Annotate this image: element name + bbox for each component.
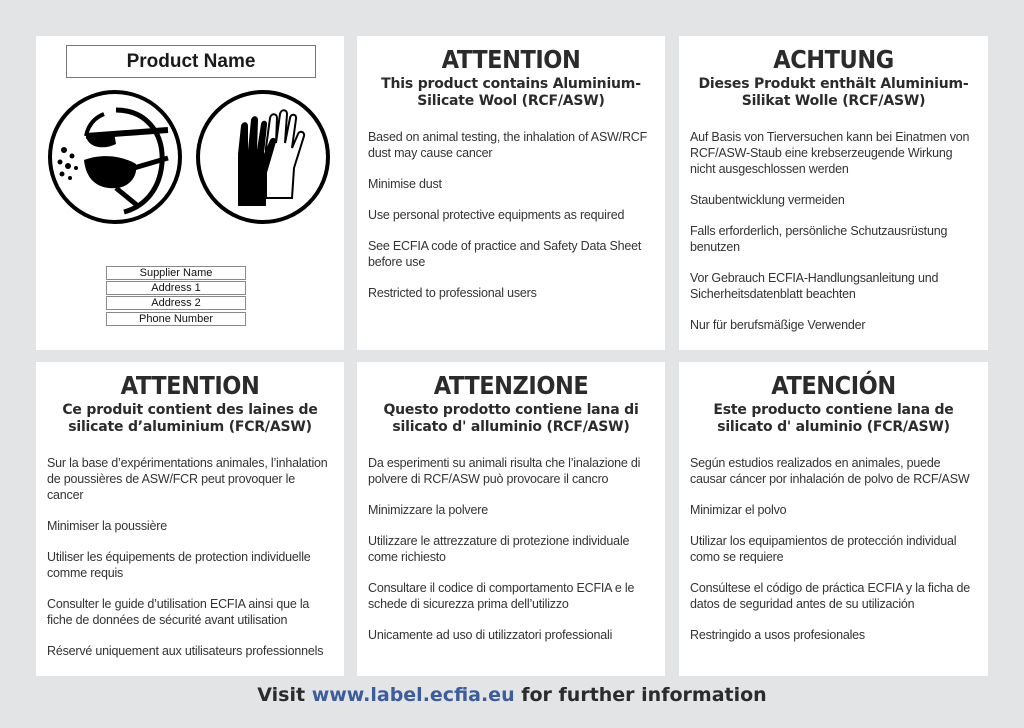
warning-item: Utilizar los equipamientos de protección individual como se requiere: [690, 534, 957, 564]
warning-item: Use personal protective equipments as required: [368, 208, 625, 222]
warning-item: Consultare il codice di comportamento ECFIA e le schede di sicurezza prima dell’utilizzo: [368, 581, 635, 611]
warning-item: Minimizzare la polvere: [368, 503, 488, 517]
warning-subtitle: Dieses Produkt enthält Aluminium-Silikat Wolle (RCF/ASW): [698, 76, 969, 109]
warning-title: ATTENTION: [120, 371, 260, 400]
address-1-box: Address 1: [106, 281, 246, 295]
footer-prefix: Visit: [257, 684, 312, 706]
supplier-name-box: Supplier Name: [106, 266, 246, 280]
warning-subtitle: Ce produit contient des laines de silicate d’aluminium (FCR/ASW): [62, 402, 318, 435]
warning-item: Utiliser les équipements de protection individuelle comme requis: [47, 550, 311, 580]
warning-item: Minimizar el polvo: [690, 503, 787, 517]
product-card: [36, 36, 344, 350]
address-2-box: Address 2: [106, 296, 246, 310]
warning-item: See ECFIA code of practice and Safety Data Sheet before use: [368, 239, 642, 269]
warning-item: Réservé uniquement aux utilisateurs professionnels: [47, 644, 324, 658]
protective-gloves-icon: [194, 88, 332, 226]
footer-suffix: for further information: [514, 684, 767, 706]
phone-number-box: Phone Number: [106, 312, 246, 326]
product-name-box: Product Name: [66, 45, 316, 78]
warning-card-italian: [357, 362, 665, 676]
warning-item: Sur la base d’expérimentations animales, l’inhalation de poussières de ASW/FCR peut provoquer le cancer: [47, 456, 328, 502]
warning-item: Consulter le guide d’utilisation ECFIA ainsi que la fiche de données de sécurité avant utilisation: [47, 597, 310, 627]
warning-card-spanish: [679, 362, 988, 676]
warning-item: Da esperimenti su animali risulta che l’inalazione di polvere di RCF/ASW può provocare il cancro: [368, 456, 641, 486]
warning-item: Restricted to professional users: [368, 286, 537, 300]
warning-item: Restringido a usos profesionales: [690, 628, 865, 642]
warning-title: ATENCIÓN: [771, 371, 896, 400]
warning-item: Minimiser la poussière: [47, 519, 167, 533]
respirator-mask-icon: [46, 88, 184, 226]
warning-subtitle: Questo prodotto contiene lana di silicato d' alluminio (RCF/ASW): [383, 402, 639, 435]
footer-url-link[interactable]: www.label.ecfia.eu: [311, 684, 515, 706]
warning-card-german: [679, 36, 988, 350]
warning-item: Falls erforderlich, persönliche Schutzausrüstung benutzen: [690, 224, 948, 254]
warning-card-french: [36, 362, 344, 676]
warning-item: Vor Gebrauch ECFIA-Handlungsanleitung und Sicherheitsdatenblatt beachten: [690, 271, 939, 301]
warning-item: Consúltese el código de práctica ECFIA y la ficha de datos de seguridad antes de su utilización: [690, 581, 971, 611]
warning-card-english: [357, 36, 665, 350]
warning-subtitle: Este producto contiene lana de silicato d' aluminio (FCR/ASW): [713, 402, 954, 435]
warning-item: Minimise dust: [368, 177, 442, 191]
warning-item: Nur für berufsmäßige Verwender: [690, 318, 866, 332]
warning-item: Utilizzare le attrezzature di protezione individuale come richiesto: [368, 534, 630, 564]
footer-visit-text: [0, 684, 1024, 706]
warning-item: Based on animal testing, the inhalation of ASW/RCF dust may cause cancer: [368, 130, 648, 160]
warning-item: Staubentwicklung vermeiden: [690, 193, 845, 207]
warning-title: ATTENTION: [441, 45, 581, 74]
warning-item: Unicamente ad uso di utilizzatori professionali: [368, 628, 613, 642]
warning-title: ATTENZIONE: [433, 371, 589, 400]
warning-item: Según estudios realizados en animales, puede causar cáncer por inhalación de polvo de RCF/ASW: [690, 456, 970, 486]
warning-subtitle: This product contains Aluminium-Silicate Wool (RCF/ASW): [381, 76, 641, 109]
warning-item: Auf Basis von Tierversuchen kann bei Einatmen von RCF/ASW-Staub eine krebserzeugende Wirkung nicht ausgeschlossen werden: [690, 130, 970, 176]
warning-title: ACHTUNG: [773, 45, 894, 74]
